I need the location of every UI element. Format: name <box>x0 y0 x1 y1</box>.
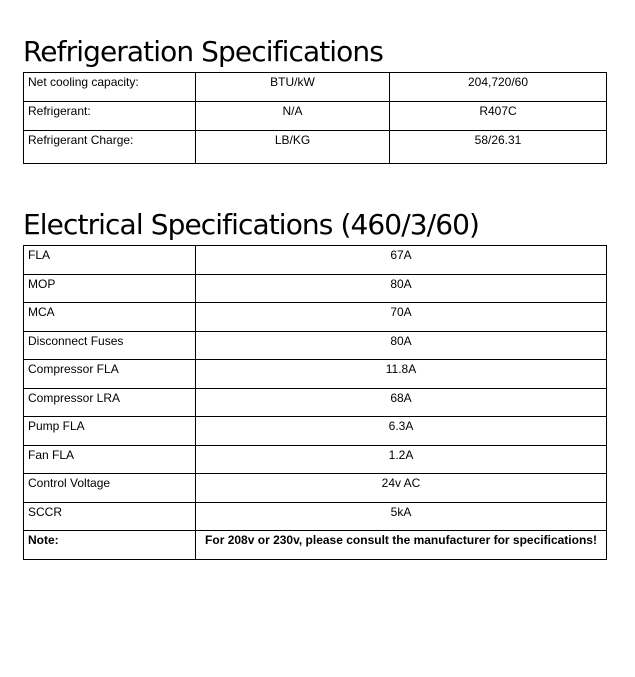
table-row <box>24 246 607 275</box>
table-row <box>24 502 607 531</box>
spec-value: 204,720/60 <box>390 73 607 102</box>
spec-label: MCA <box>24 303 196 332</box>
spec-value: 68A <box>196 388 607 417</box>
spec-label: Refrigerant: <box>24 102 196 131</box>
spec-unit: LB/KG <box>196 131 390 164</box>
spec-label: Fan FLA <box>24 445 196 474</box>
electrical-specifications-table <box>23 245 607 560</box>
spec-value: 80A <box>196 274 607 303</box>
spec-value: 67A <box>196 246 607 275</box>
table-row <box>24 388 607 417</box>
spec-label: MOP <box>24 274 196 303</box>
spec-value: 6.3A <box>196 417 607 446</box>
spec-unit: N/A <box>196 102 390 131</box>
table-row <box>24 131 607 164</box>
spec-value: 70A <box>196 303 607 332</box>
refrigeration-specifications-table <box>23 72 607 164</box>
spec-label: SCCR <box>24 502 196 531</box>
spec-label: Refrigerant Charge: <box>24 131 196 164</box>
refrigeration-specifications-heading: Refrigeration Specifications <box>23 35 383 68</box>
spec-label: Compressor LRA <box>24 388 196 417</box>
table-row <box>24 445 607 474</box>
table-row <box>24 417 607 446</box>
electrical-specifications-heading: Electrical Specifications (460/3/60) <box>23 208 480 241</box>
spec-value: 24v AC <box>196 474 607 503</box>
spec-value: 58/26.31 <box>390 131 607 164</box>
note-row <box>24 531 607 560</box>
table-row <box>24 274 607 303</box>
table-row <box>24 73 607 102</box>
spec-label: Pump FLA <box>24 417 196 446</box>
table-row <box>24 102 607 131</box>
spec-label: Disconnect Fuses <box>24 331 196 360</box>
spec-unit: BTU/kW <box>196 73 390 102</box>
table-row <box>24 331 607 360</box>
spec-label: Net cooling capacity: <box>24 73 196 102</box>
spec-value: 1.2A <box>196 445 607 474</box>
spec-label: FLA <box>24 246 196 275</box>
spec-value: 5kA <box>196 502 607 531</box>
table-row <box>24 360 607 389</box>
spec-value: 80A <box>196 331 607 360</box>
spec-value: R407C <box>390 102 607 131</box>
spec-value: 11.8A <box>196 360 607 389</box>
note-label: Note: <box>24 531 196 560</box>
spec-label: Compressor FLA <box>24 360 196 389</box>
table-row <box>24 474 607 503</box>
spec-label: Control Voltage <box>24 474 196 503</box>
table-row <box>24 303 607 332</box>
note-text: For 208v or 230v, please consult the manufacturer for specifications! <box>196 531 607 560</box>
